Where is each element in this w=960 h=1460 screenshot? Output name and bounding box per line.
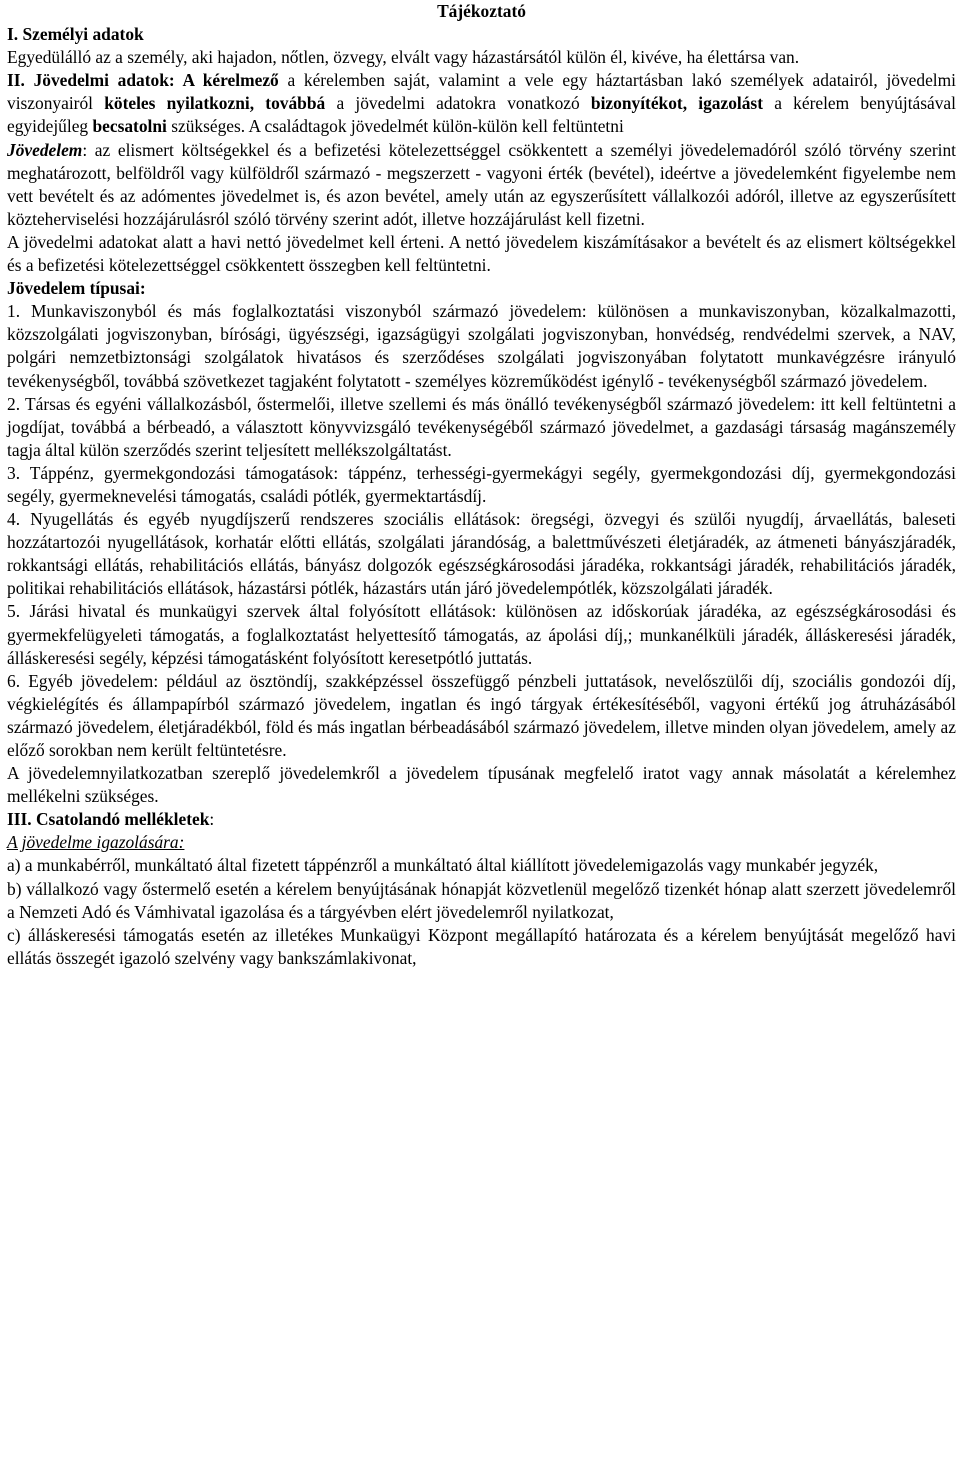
section-3-colon: : (209, 809, 215, 830)
income-type-3: 3. Táppénz, gyermekgondozási támogatások: táppénz, terhességi-gyermekágyi segély, gyermekgondozási díj, gyermekgondozási segély, gyermeknevelési támogatás, családi pótlék, gyermektartásdíj. (7, 462, 956, 506)
section-3-heading-line (7, 808, 956, 831)
income-type-6: 6. Egyéb jövedelem: például az ösztöndíj, szakképzéssel összefüggő pénzbeli juttatások, nevelőszülői díj, szociális gondozói díj, végkielégítés és állampapírból származó jövedelem, ingatlan és ingó tárgyak értékesítéséből, vagyoni értékű jog átruházásából származó jövedelem, életjáradékból, föld és más ingatlan bérbeadásából származó jövedelem, illetve minden olyan jövedelem, amely az előző sorokban nem került feltüntetésre. (7, 670, 956, 760)
intro-text-4: szükséges. (166, 116, 246, 137)
proof-text: bizonyítékot, igazolást (590, 93, 763, 114)
income-type-4: 4. Nyugellátás és egyéb nyugdíjszerű rendszeres szociális ellátások: öregségi, özvegyi és szülői nyugdíj, árvaellátás, baleseti hozzátartozói nyugellátások, korhatár előtti ellátás, szolgálati járandóság, a balettművészeti életjáradék, az átmeneti bányászjáradék, rokkantsági ellátás, rehabilitációs ellátás, bányász dolgozók egészségkárosodási járadéka, rokkantsági járadék, rehabilitációs járadék, politikai rehabilitációs ellátások, házastársi pótlék, házastárs után járó jövedelempótlék, közszolgálati járadék. (7, 509, 956, 599)
income-type-2: 2. Társas és egyéni vállalkozásból, őstermelői, illetve szellemi és más önálló tevékenységből származó jövedelem: itt kell feltüntetni a jogdíjat, továbbá a bérbeadó, a választott könyvvizsgáló tevékenységéből származó jövedelmet, a gazdasági társaság magánszemély tagja által külön szerződés szerint teljesített mellékszolgáltatást. (7, 393, 956, 460)
attachment-item-a: a) a munkabérről, munkáltató által fizetett táppénzről a munkáltató által kiállított jövedelemigazolás vagy munkabér jegyzék, (7, 855, 879, 876)
intro-text-5: A családtagok jövedelmét külön-külön kell feltüntetni (245, 116, 624, 137)
income-term: Jövedelem (7, 139, 83, 160)
income-type-1: 1. Munkaviszonyból és más foglalkoztatási viszonyból származó jövedelem: különösen a munkaviszonyban, közalkalmazotti, közszolgálati jogviszonyban, bírósági, ügyészségi, igazságügyi szolgálati jogviszonyban, honvédség, rendvédelmi szervek, a NAV, polgári nemzetbiztonsági szolgálatok hivatásos és szerződéses szolgálati jogviszonyában folytatott munkavégzésre irányuló tevékenységből, továbbá szövetkezet tagjaként folytatott - személyes közreműködést igénylő - tevékenységből származó jövedelem. (7, 301, 956, 391)
attachment-item-b: b) vállalkozó vagy őstermelő esetén a kérelem benyújtásának hónapját közvetlenül megelőző tizenkét hónap alatt szerzett jövedelemről a Nemzeti Adó és Vámhivatal igazolása és a tárgyévben elért jövedelemről nyilatkozat, (7, 878, 956, 922)
net-income-note: A jövedelmi adatokat alatt a havi nettó jövedelmet kell érteni. A nettó jövedelem kiszámításakor a bevételt és az elismert költségekkel és a befizetési kötelezettséggel csökkentett összegben kell feltüntetni. (7, 231, 956, 276)
income-types-heading: Jövedelem típusai: (7, 278, 146, 299)
income-definition-text: : az elismert költségekkel és a befizetési kötelezettséggel csökkentett a személyi jövedelemadóról szóló törvény szerint meghatározott, belföldről vagy külföldről származó - megszerzett - vagyoni érték (bevétel), ideértve a jövedelemként figyelembe nem vett bevételt és az adómentes jövedelmet is, és azon bevétel, amely után az egyszerűsített vállalkozói adóról, illetve az egyszerűsített közteherviselési hozzájárulásról szóló törvény szerint adót, illetve hozzájárulást kell fizetni. (7, 139, 956, 229)
section-2-intro (7, 69, 956, 138)
document-title: Tájékoztató (437, 1, 526, 21)
attachments-subheading: A jövedelme igazolására: (7, 832, 185, 853)
section-1-text: Egyedülálló az a személy, aki hajadon, nőtlen, özvegy, elvált vagy házastársától külön él, kivéve, ha élettársa van. (7, 47, 800, 68)
intro-text-1: a kérelemben saját, valamint a vele egy háztartásban lakó személyek adatairól, jövedelmi viszonyairól (7, 70, 956, 114)
obligation-text: köteles nyilatkozni, továbbá (104, 93, 326, 114)
income-type-5: 5. Járási hivatal és munkaügyi szervek által folyósított ellátások: különösen az időskorúak járadéka, az egészségkárosodási és gyermekfelügyeleti támogatás, a foglalkoztatást helyettesítő támogatás, az ápolási díj,; munkanélküli járadék, álláskeresési járadék, álláskeresési segély, képzési támogatásként folyósított keresetpótló juttatás. (7, 601, 956, 668)
section-2-heading: II. Jövedelmi adatok: (7, 70, 175, 91)
section-1-heading: I. Személyi adatok (7, 24, 144, 45)
section-3-heading: III. Csatolandó mellékletek (7, 809, 210, 830)
intro-text-2: a jövedelmi adatokra vonatkozó (325, 93, 591, 114)
applicant-label: A kérelmező (174, 70, 279, 91)
income-definition (7, 139, 956, 231)
intro-text-3: a kérelem benyújtásával egyidejűleg (7, 93, 956, 137)
attachment-item-c: c) álláskeresési támogatás esetén az illetékes Munkaügyi Központ megállapító határozata és a kérelem benyújtását megelőző havi ellátás összegét igazoló szelvény vagy bankszámlakivonat, (7, 924, 956, 968)
attach-text: becsatolni (92, 116, 167, 137)
income-closing: A jövedelemnyilatkozatban szereplő jövedelemkről a jövedelem típusának megfelelő iratot vagy annak másolatát a kérelemhez mellékelni szükséges. (7, 763, 956, 807)
